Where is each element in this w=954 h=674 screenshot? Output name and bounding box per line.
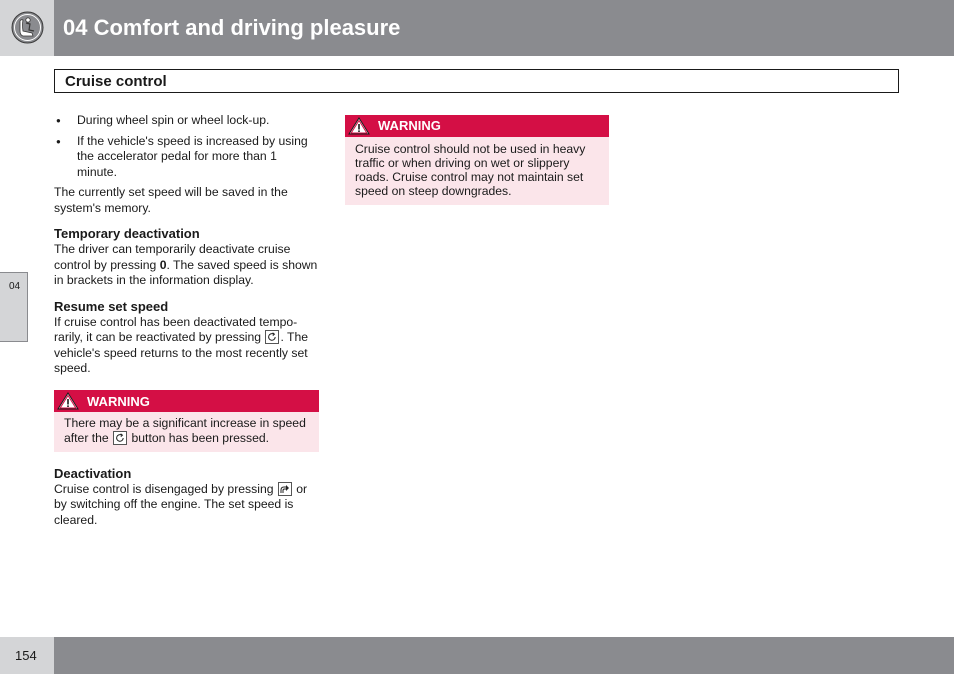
warning-header: [345, 115, 609, 137]
warning-triangle-icon: [348, 117, 370, 135]
page-number: 154: [15, 648, 37, 663]
warning-box-traffic: [345, 115, 609, 205]
cruise-control-off-icon: [278, 482, 292, 496]
list-item: ● If the vehicle's speed is increased by using the accelerator pedal for more than 1 minute.: [54, 134, 319, 181]
chapter-side-tab: [0, 272, 28, 342]
warning-triangle-icon: [57, 392, 79, 410]
warning-title: WARNING: [87, 393, 150, 409]
left-column: [54, 113, 319, 528]
temporary-deactivation-paragraph: The driver can temporarily deactivate cruise control by pressing 0. The saved speed is shown in brackets in the information display.: [54, 242, 318, 287]
warning-title: WARNING: [378, 118, 441, 133]
warning-header: [54, 390, 319, 412]
chapter-title: 04 Comfort and driving pleasure: [63, 15, 401, 40]
section-header: [54, 69, 899, 93]
bullet-list: [54, 113, 319, 180]
page-number-area: [0, 637, 54, 674]
resume-speed-heading: Resume set speed: [54, 298, 169, 314]
warning-text: There may be a significant increase in speed after the button has been pressed.: [64, 415, 306, 445]
list-item: ● During wheel spin or wheel lock-up.: [54, 113, 319, 129]
warning-text: Cruise control should not be used in heavy traffic or when driving on wet or slippery roads. Cruise control may not maintain set speed on steep downgrades.: [355, 142, 586, 198]
side-tab-label: 04: [9, 281, 21, 292]
resume-button-icon: [265, 330, 279, 344]
footer-bar: [54, 637, 954, 674]
resume-speed-paragraph: If cruise control has been deactivated tempo-rarily, it can be reactivated by pressing . The vehicle's speed returns to the most recently set speed.: [54, 314, 309, 375]
seat-icon: [11, 11, 44, 44]
warning-box-resume: [54, 390, 319, 452]
section-title: Cruise control: [65, 73, 167, 90]
zero-key-label: 0: [159, 257, 167, 272]
chapter-header: [54, 0, 954, 56]
deactivation-heading: Deactivation: [54, 465, 132, 481]
chapter-icon-area: [0, 0, 54, 56]
resume-button-icon: [113, 431, 127, 445]
memory-paragraph: The currently set speed will be saved in the system's memory.: [54, 185, 288, 215]
temporary-deactivation-heading: Temporary deactivation: [54, 226, 200, 241]
right-column: [345, 115, 609, 205]
deactivation-paragraph: Cruise control is disengaged by pressing or by switching off the engine. The set speed is cleared.: [54, 481, 308, 527]
